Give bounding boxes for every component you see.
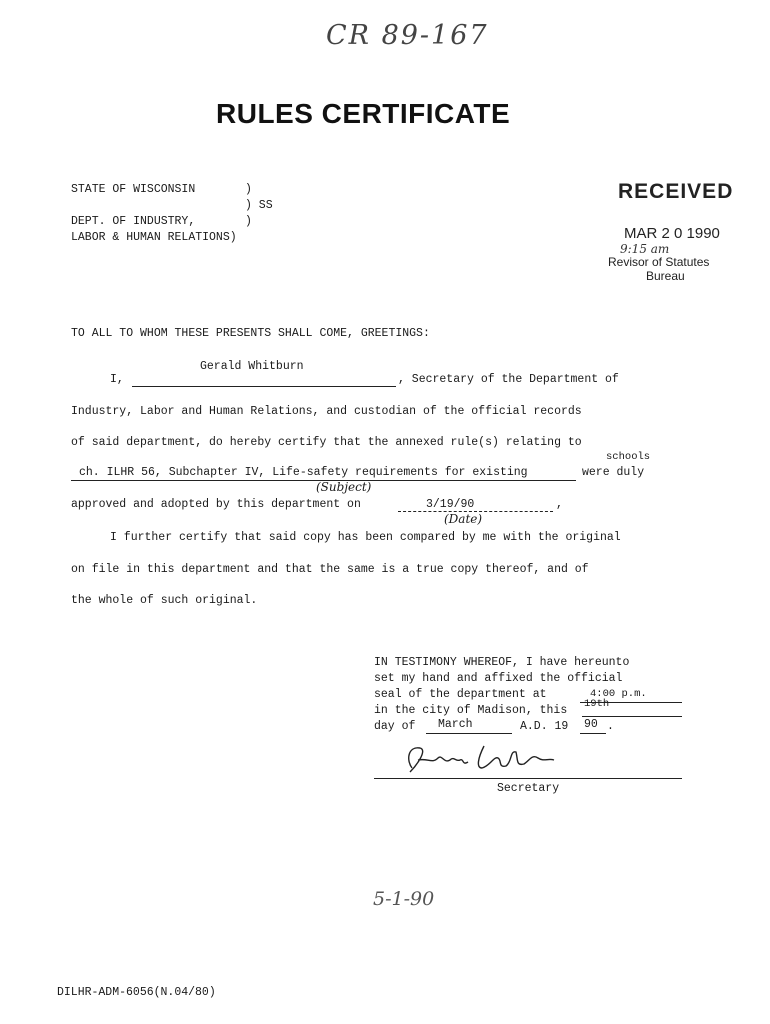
subject-continuation: schools <box>606 451 651 463</box>
received-stamp <box>600 180 740 290</box>
testimony-year-field <box>580 718 606 734</box>
signature-scribble <box>398 738 568 778</box>
subject-label: (Subject) <box>316 480 372 494</box>
testimony-ad: A.D. 19 <box>520 720 569 733</box>
testimony-line4: in the city of Madison, this <box>374 704 568 717</box>
body-line3: of said department, do hereby certify that the annexed rule(s) relating to <box>71 436 582 449</box>
testimony-line3: seal of the department at <box>374 688 547 701</box>
testimony-period: . <box>607 720 614 733</box>
subject-field <box>71 464 576 481</box>
venue-dept-line1: DEPT. OF INDUSTRY, <box>71 215 196 228</box>
testimony-year: 90 <box>584 718 598 731</box>
secretary-name-field <box>132 360 396 387</box>
body-approved: approved and adopted by this department on <box>71 498 361 511</box>
testimony-line5-prefix: day of <box>374 720 416 733</box>
testimony-time: 4:00 p.m. <box>590 688 647 700</box>
further-line3: the whole of such original. <box>71 594 258 607</box>
subject-text: ch. ILHR 56, Subchapter IV, Life-safety requirements for existing <box>79 466 528 479</box>
body-line2: Industry, Labor and Human Relations, and custodian of the official records <box>71 405 582 418</box>
body-after-name: , Secretary of the Department of <box>398 373 619 386</box>
testimony-day-field <box>582 700 682 717</box>
testimony-month-field <box>426 718 512 734</box>
signer-title: Secretary <box>497 782 560 795</box>
further-line2: on file in this department and that the same is a true copy thereof, and of <box>71 563 589 576</box>
signature-line <box>374 778 682 779</box>
adopted-date-period: , <box>556 498 563 511</box>
testimony-line2: set my hand and affixed the official <box>374 672 623 685</box>
greeting: TO ALL TO WHOM THESE PRESENTS SHALL COME, GREETINGS: <box>71 327 430 340</box>
file-number: CR 89-167 <box>326 20 489 51</box>
signature <box>398 738 568 778</box>
secretary-name: Gerald Whitburn <box>200 360 304 373</box>
venue-state: STATE OF WISCONSIN <box>71 183 196 196</box>
venue-paren-1: ) <box>245 183 252 196</box>
form-number: DILHR-ADM-6056(N.04/80) <box>57 986 216 999</box>
received-office-line2: Bureau <box>646 269 685 283</box>
adopted-date-field <box>398 496 553 512</box>
venue-dept-line2: LABOR & HUMAN RELATIONS) <box>71 231 237 244</box>
handwritten-date-note: 5-1-90 <box>373 888 435 910</box>
body-were-duly: were duly <box>582 466 645 479</box>
testimony-line1: IN TESTIMONY WHEREOF, I have hereunto <box>374 656 630 669</box>
venue-paren-3: ) <box>245 215 252 228</box>
testimony-day: 19th <box>584 698 610 710</box>
body-i-prefix: I, <box>110 373 124 386</box>
adopted-date: 3/19/90 <box>426 498 475 511</box>
further-line1: I further certify that said copy has been compared by me with the original <box>110 531 621 544</box>
testimony-month: March <box>438 718 473 731</box>
received-date: MAR 2 0 1990 <box>624 225 720 242</box>
received-label: RECEIVED <box>618 180 734 203</box>
venue-ss: ) SS <box>245 199 273 212</box>
received-office-line1: Revisor of Statutes <box>608 255 710 269</box>
received-time: 9:15 am <box>620 242 670 256</box>
date-label: (Date) <box>444 512 483 526</box>
page-title: RULES CERTIFICATE <box>216 98 511 129</box>
